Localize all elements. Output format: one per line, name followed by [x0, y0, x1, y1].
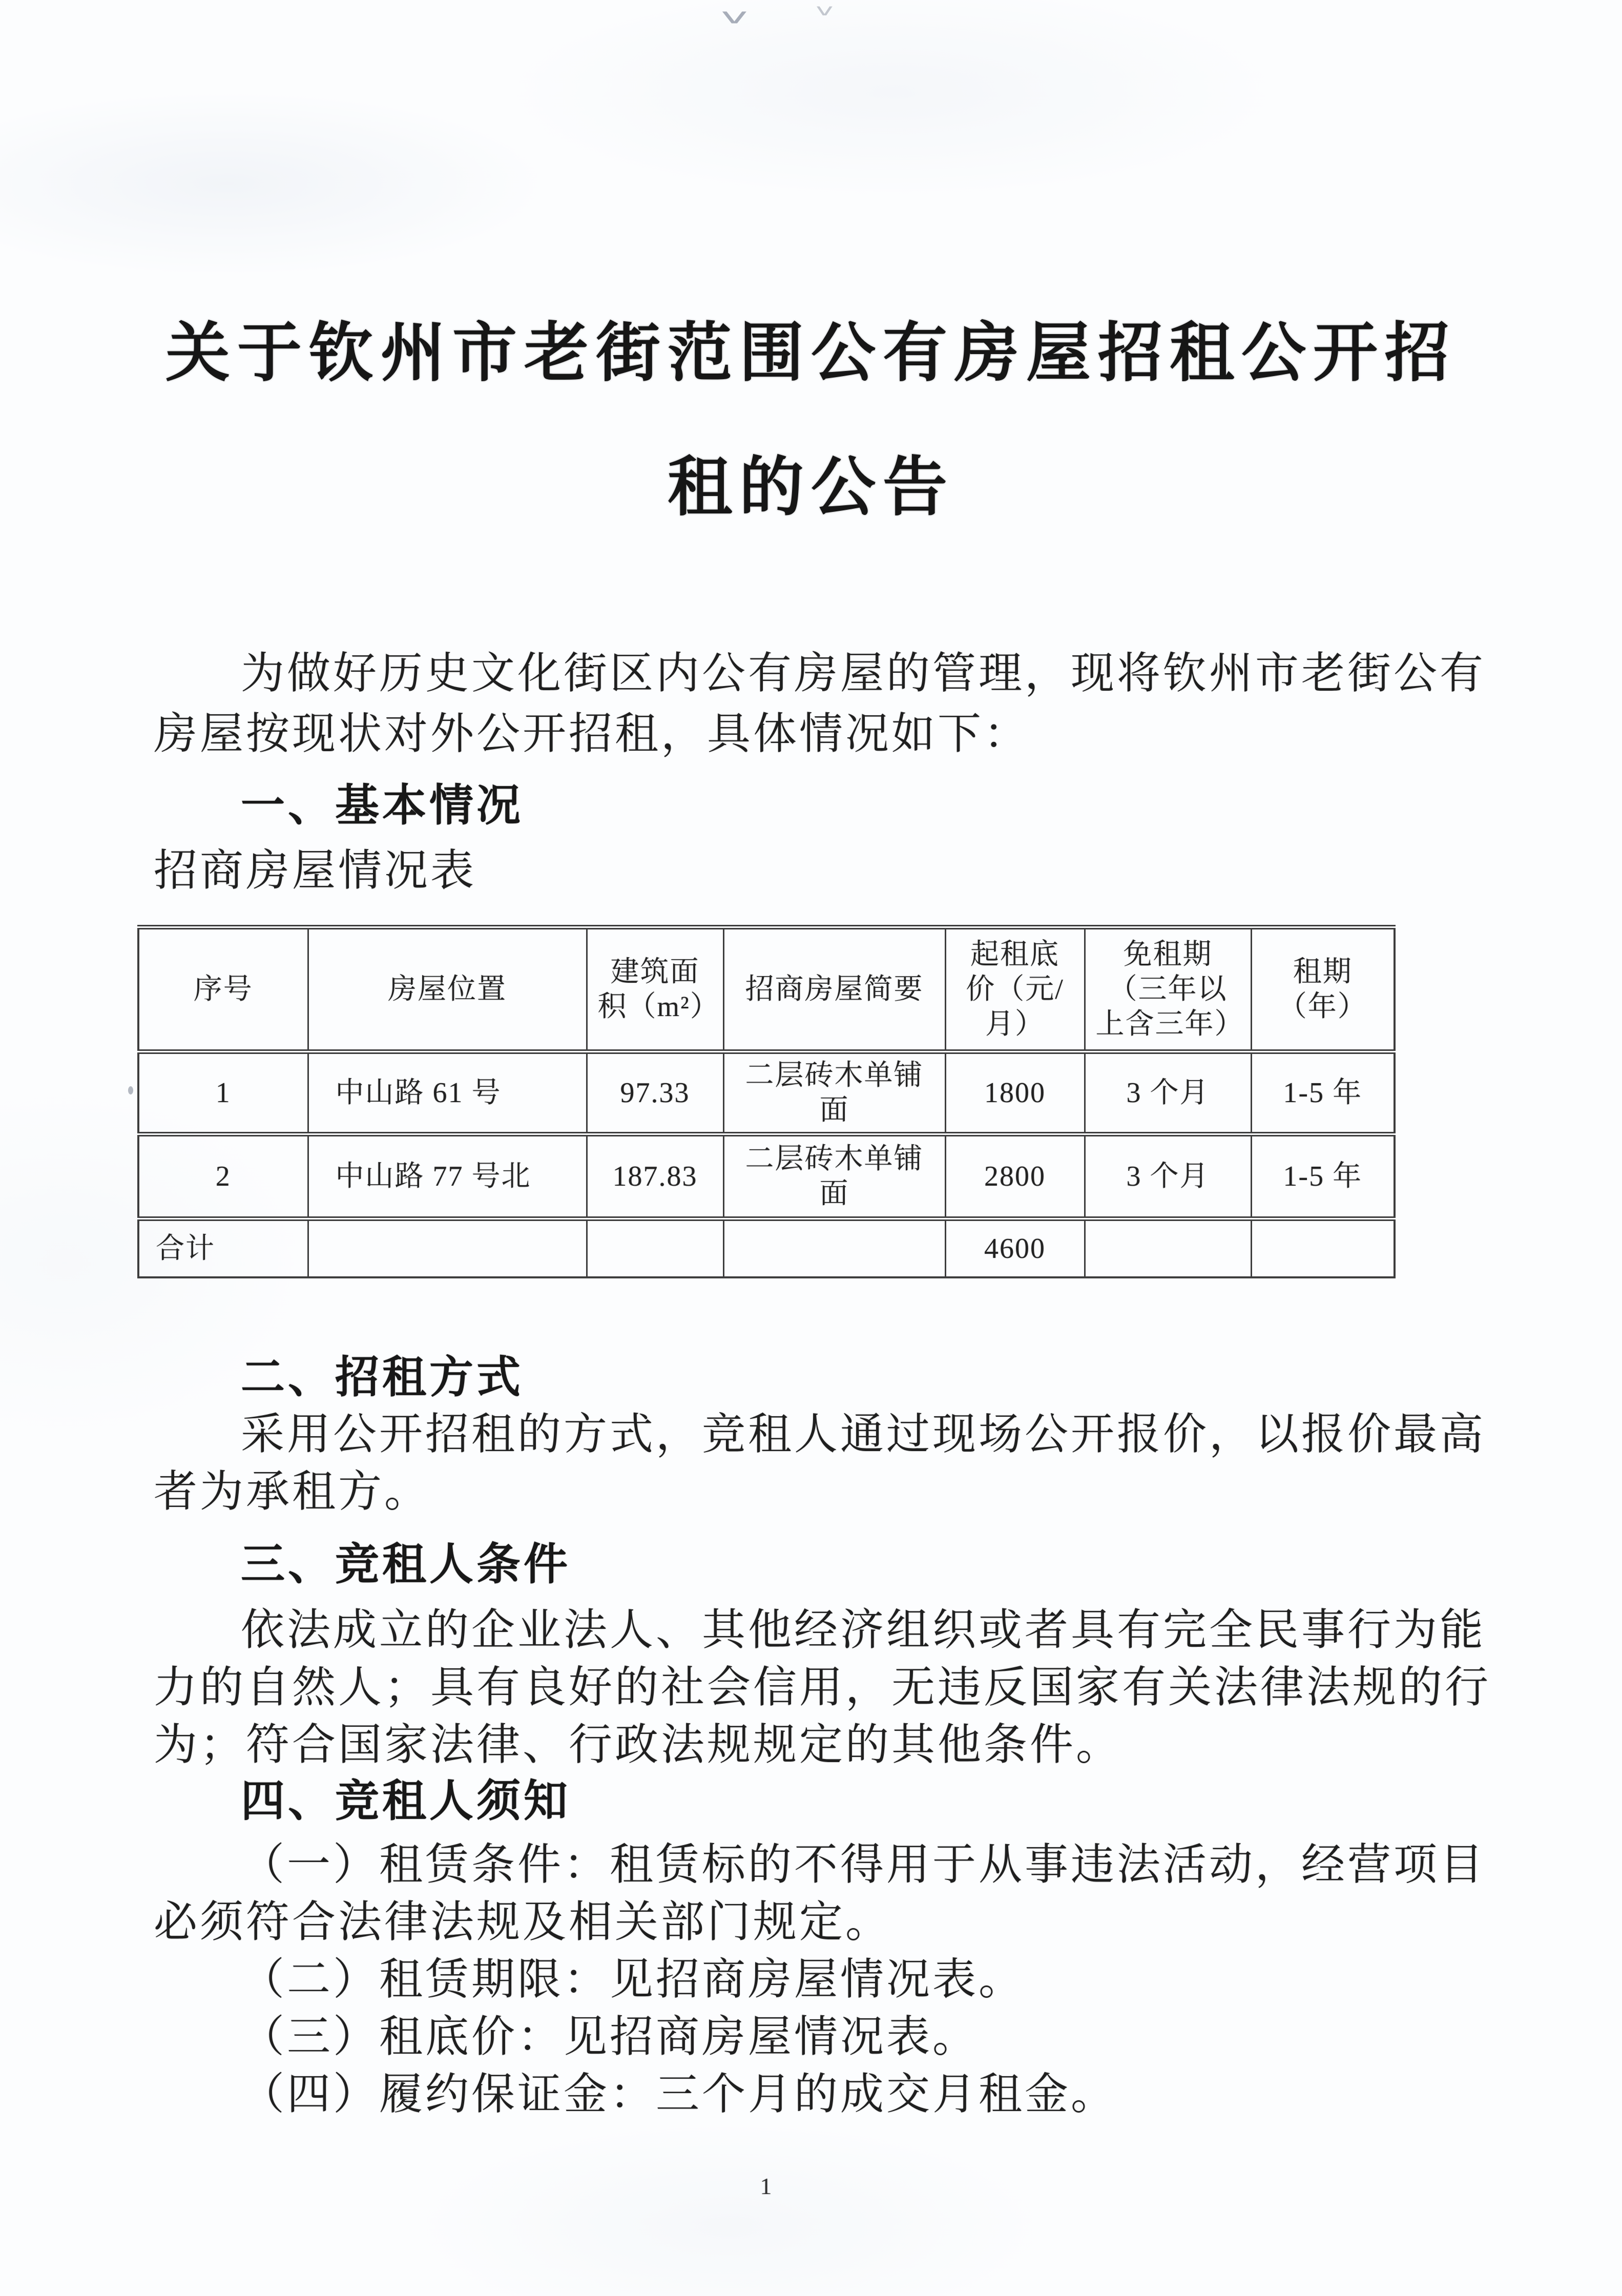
cell-empty	[723, 1219, 945, 1278]
cell-index: 2	[138, 1134, 308, 1219]
cell-empty	[1085, 1219, 1251, 1278]
cell-rent-free: 3 个月	[1085, 1052, 1251, 1134]
section4-item1-line2: 必须符合法律法规及相关部门规定。	[154, 1898, 892, 1947]
section2-line1: 采用公开招租的方式，竞租人通过现场公开报价，以报价最高	[241, 1411, 1486, 1459]
header-cell-base-price: 起租底价（元/月）	[945, 927, 1085, 1052]
section4-items	[154, 1836, 1496, 2123]
page-number: 1	[760, 2173, 772, 2199]
document-title	[0, 286, 1622, 554]
cell-summary: 二层砖木单铺面	[723, 1134, 945, 1219]
header-cell-summary: 招商房屋简要	[723, 927, 945, 1052]
cell-rent-free: 3 个月	[1085, 1134, 1251, 1219]
cell-location: 中山路 77 号北	[308, 1134, 587, 1219]
section3-heading: 三、竞租人条件	[241, 1540, 571, 1589]
cell-base-price: 1800	[945, 1052, 1085, 1134]
section2-line2: 者为承租方。	[154, 1468, 431, 1516]
cell-area: 187.83	[587, 1134, 723, 1219]
section3-line1: 依法成立的企业法人、其他经济组织或者具有完全民事行为能	[241, 1606, 1486, 1654]
section4-item3: （三）租底价：见招商房屋情况表。	[241, 2013, 979, 2061]
cell-total-price: 4600	[945, 1219, 1085, 1278]
intro-line1: 为做好历史文化街区内公有房屋的管理，现将钦州市老街公有	[241, 650, 1486, 698]
table-row	[138, 1052, 1395, 1134]
section3-line2: 力的自然人；具有良好的社会信用，无违反国家有关法律法规的行	[154, 1664, 1491, 1712]
section1-heading: 一、基本情况	[241, 781, 524, 830]
intro-line2: 房屋按现状对外公开招租，具体情况如下：	[154, 710, 1030, 758]
scan-speck	[128, 1086, 133, 1094]
cell-term: 1-5 年	[1251, 1052, 1395, 1134]
section4-heading: 四、竞租人须知	[241, 1776, 571, 1826]
cell-location: 中山路 61 号	[308, 1052, 587, 1134]
cell-total-label: 合计	[138, 1219, 308, 1278]
section2-heading: 二、招租方式	[241, 1353, 524, 1402]
header-cell-rent-free: 免租期（三年以上含三年）	[1085, 927, 1251, 1052]
cell-empty	[1251, 1219, 1395, 1278]
table-header-row	[138, 927, 1395, 1052]
scan-smudge-mark: v	[721, 4, 748, 29]
section4-item4: （四）履约保证金：三个月的成交月租金。	[241, 2071, 1117, 2119]
table-caption: 招商房屋情况表	[154, 847, 477, 895]
table-row	[138, 1134, 1395, 1219]
cell-empty	[308, 1219, 587, 1278]
cell-base-price: 2800	[945, 1134, 1085, 1219]
header-cell-area: 建筑面积（m²）	[587, 927, 723, 1052]
section4-item1-line1: （一）租赁条件：租赁标的不得用于从事违法活动，经营项目	[241, 1841, 1486, 1889]
header-cell-term: 租期（年）	[1251, 927, 1395, 1052]
section2-paragraph	[154, 1406, 1496, 1521]
table-total-row	[138, 1219, 1395, 1278]
cell-term: 1-5 年	[1251, 1134, 1395, 1219]
cell-index: 1	[138, 1052, 308, 1134]
document-title-line2: 租的公告	[668, 451, 954, 523]
document-title-line1: 关于钦州市老街范围公有房屋招租公开招	[165, 317, 1457, 389]
header-cell-location: 房屋位置	[308, 927, 587, 1052]
intro-paragraph	[154, 644, 1496, 764]
cell-summary: 二层砖木单铺面	[723, 1052, 945, 1134]
cell-empty	[587, 1219, 723, 1278]
cell-area: 97.33	[587, 1052, 723, 1134]
section3-line3: 为；符合国家法律、行政法规规定的其他条件。	[154, 1721, 1122, 1769]
scan-smudge-mark: v	[816, 0, 834, 19]
housing-info-table	[137, 925, 1396, 1278]
section3-paragraph	[154, 1602, 1496, 1774]
section4-item2: （二）租赁期限：见招商房屋情况表。	[241, 1956, 1025, 2004]
header-cell-index: 序号	[138, 927, 308, 1052]
